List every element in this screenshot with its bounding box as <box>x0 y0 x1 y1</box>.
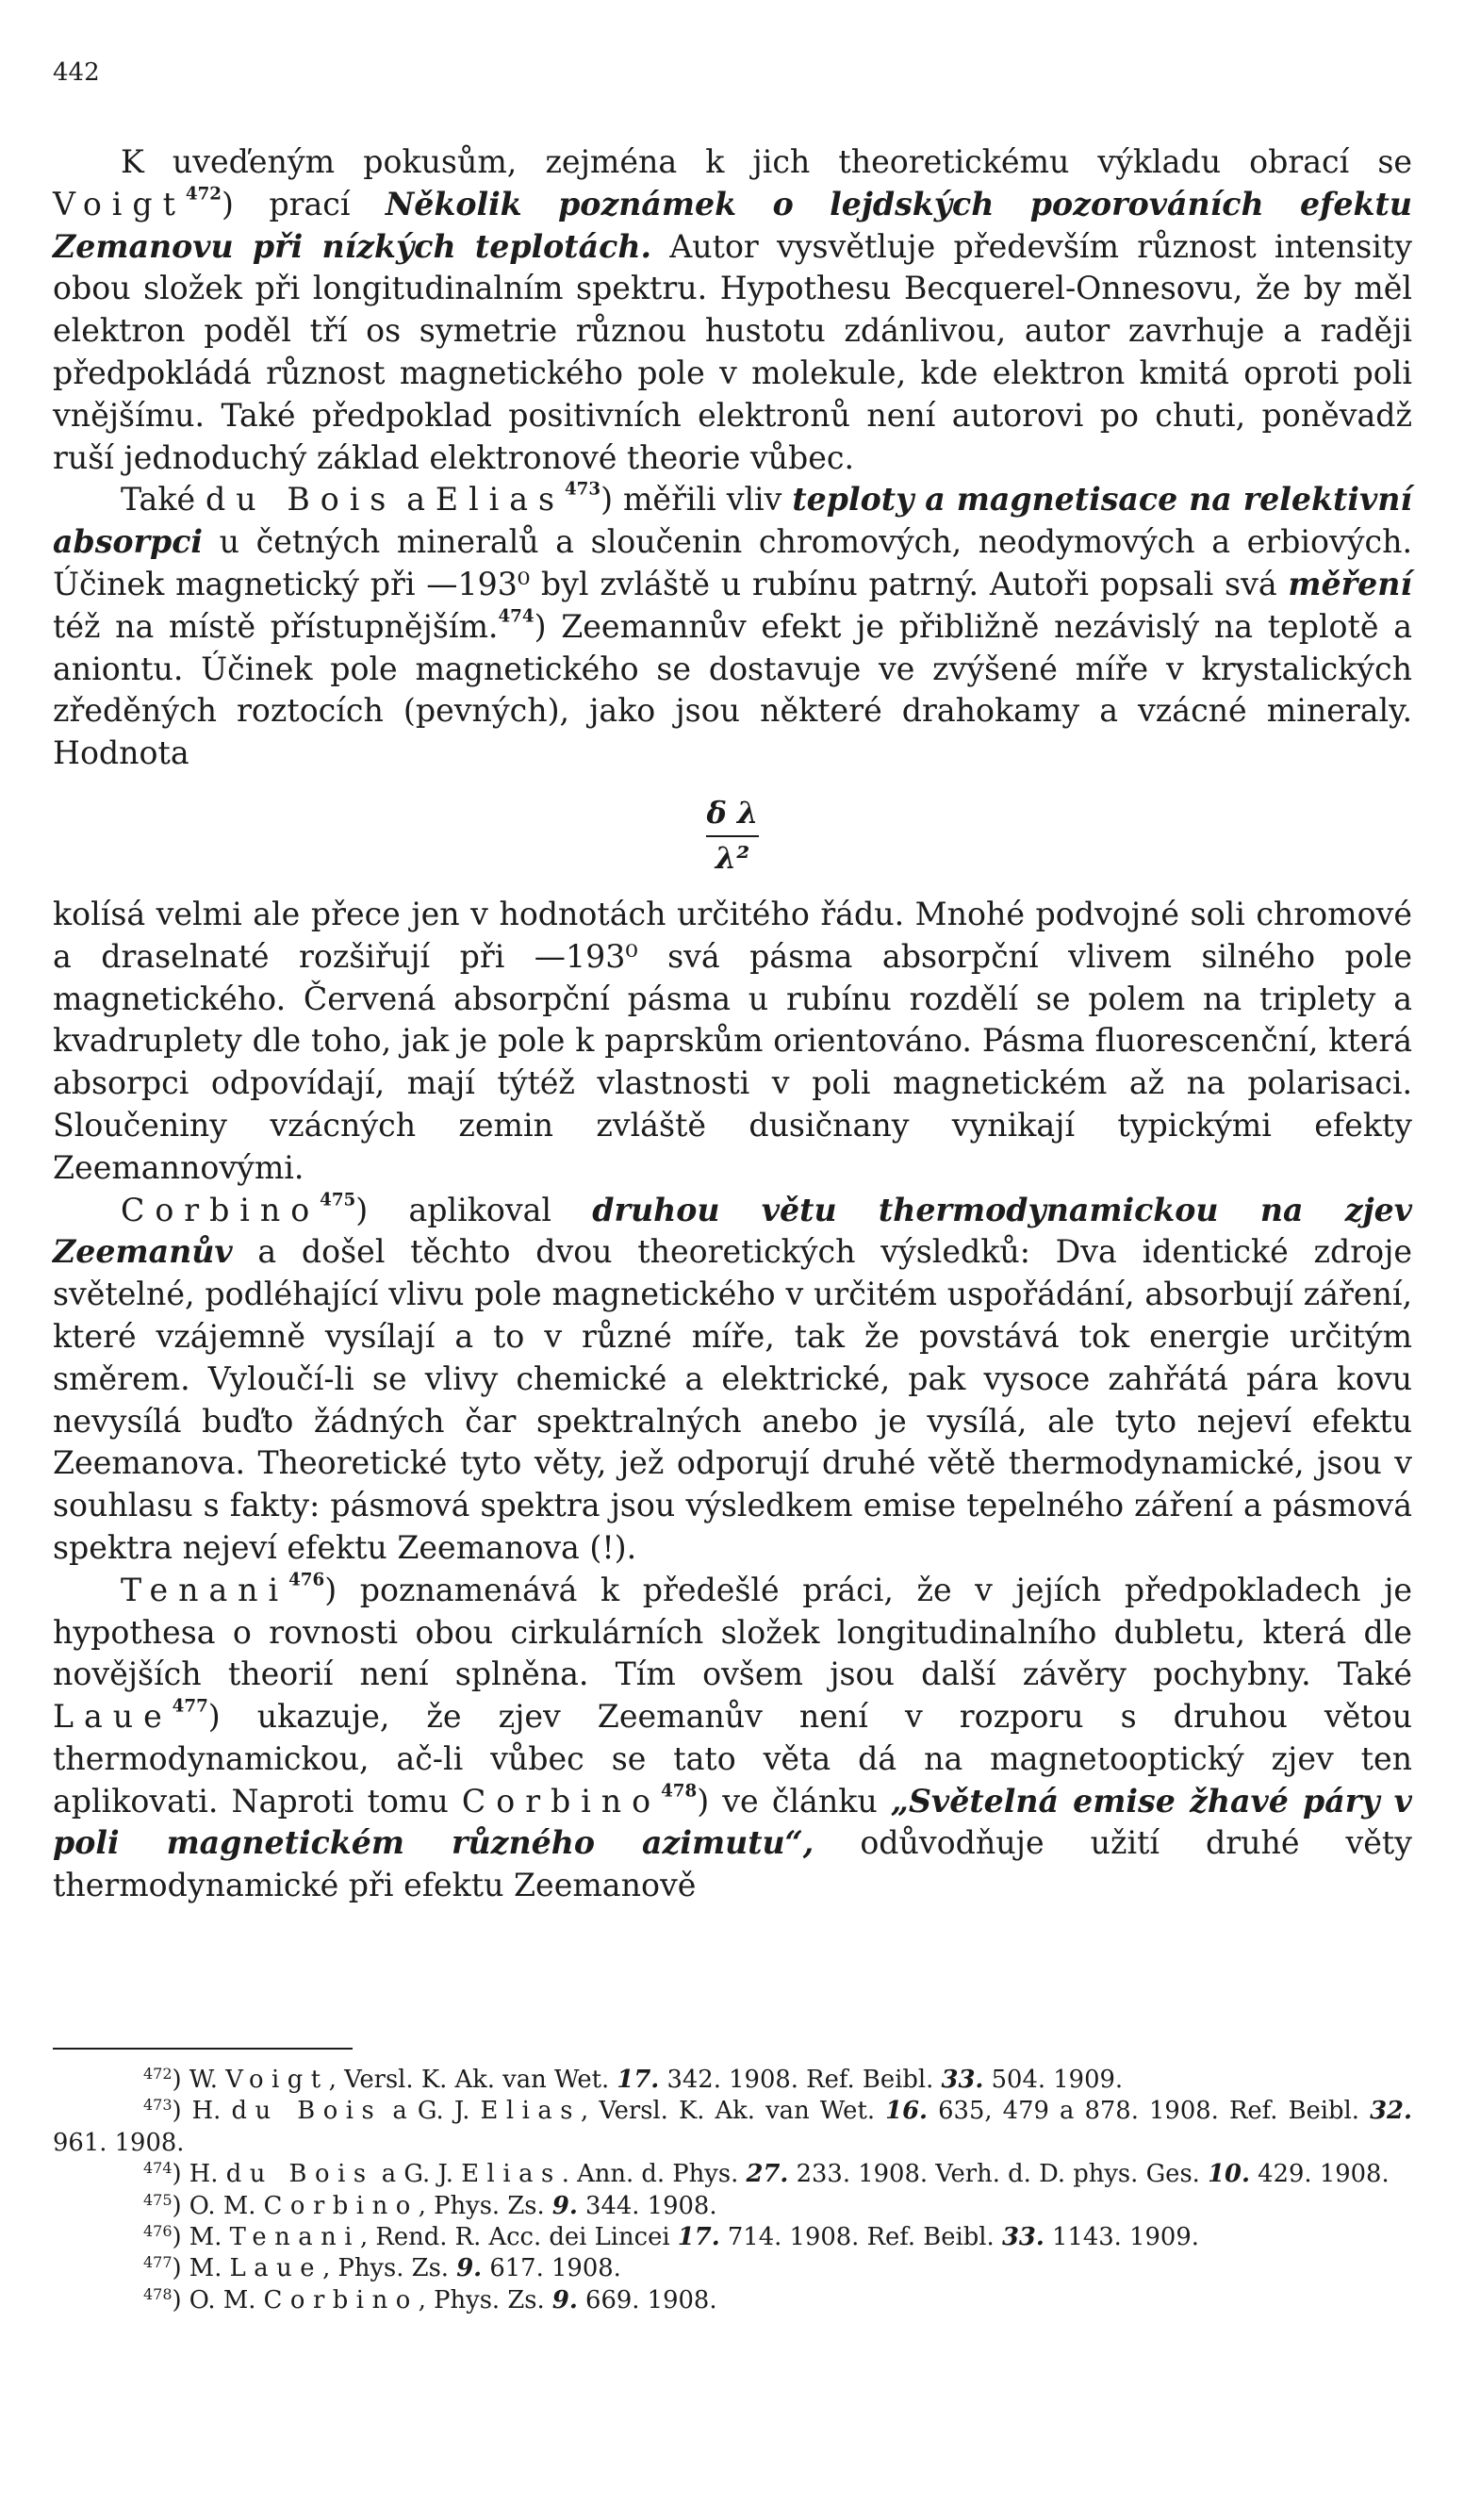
footnote-number: 476 <box>143 2222 173 2241</box>
author-name: Corbino <box>121 1191 321 1228</box>
text-run: ) ve článku <box>697 1782 878 1820</box>
author-name: Tenani <box>121 1571 289 1608</box>
text-run: , Phys. Zs. <box>418 2191 552 2220</box>
volume: 33. <box>941 2066 984 2094</box>
text-run: 233. 1908. Verh. d. D. phys. Ges. <box>788 2160 1209 2189</box>
paragraph-voigt <box>53 141 1412 479</box>
text-run: , Rend. R. Acc. dei Lincei <box>360 2223 678 2252</box>
text-run: 342. 1908. Ref. Beibl. <box>659 2066 942 2094</box>
volume: 9. <box>551 2285 578 2314</box>
text-run: ) W. <box>172 2066 226 2094</box>
text-run: , Versl. K. Ak. van Wet. <box>581 2097 886 2126</box>
text-run: a došel těchto dvou theoretických výsledků: Dva identické zdroje světelné, podléhající vlivu pole magnetického v určitém uspořádání, absorbují záření, které vzájemně vysílají a to v různé míře, tak že povstává tok energie určitým směrem. Vyloučí-li se vlivy chemické a elektrické, pak vysoce zahřátá pára kovu nevysílá buďto žádných čar spektralných anebo je vysílá, ale tyto nejeví efektu Zeemanova. Theoretické tyto věty, jež odporují druhé větě thermodynamické, jsou v souhlasu s fakty: pásmová spektra jsou výsledkem emise tepelného záření a pásmová spektra nejeví efektu Zeemanova (!). <box>53 1233 1412 1566</box>
text-run: kolísá velmi ale přece jen v hodnotách určitého řádu. Mnohé podvojné soli chromové a draselnaté rozšiřují při —193⁰ svá pásma absorpční vlivem silného pole magnetického. Červená absorpční pásma u rubínu rozdělí se polem na triplety a kvadruplety dle toho, jak je pole k paprskům orientováno. Pásma fluorescenční, která absorpci odpovídají, mají týtéž vlastnosti v poli magnetickém až na polarisaci. Sloučeniny vzácných zemin zvláště dusičnany vynikají typickými efekty Zeemannovými. <box>53 895 1412 1186</box>
volume: 17. <box>617 2066 660 2094</box>
text-run: ) M. <box>172 2254 230 2283</box>
formula <box>53 794 1412 877</box>
fraction-bar <box>706 835 759 837</box>
text-run: ) prací <box>222 185 351 222</box>
text-run: 961. 1908. <box>53 2128 185 2157</box>
text-run: 635, 479 a 878. 1908. Ref. Beibl. <box>928 2097 1371 2126</box>
text-run: ) poznamenává k předešlé práci, že v jejích předpokladech je hypothesa o rovnosti obou cirkulárních složek longitudinalního dubletu, která dle novějších theorií není splněna. Tím ovšem jsou další závěry pochybny. Také <box>53 1571 1412 1693</box>
footnote-number: 472 <box>143 2065 173 2084</box>
footnote-472 <box>53 2065 1412 2096</box>
author-name: Corbino <box>461 1782 662 1820</box>
footnote-477 <box>53 2253 1412 2284</box>
main-text <box>53 141 1412 1907</box>
text-run: 504. 1909. <box>983 2066 1124 2094</box>
author-name: Laue <box>229 2254 323 2283</box>
footnote-474 <box>53 2159 1412 2190</box>
text-run: ) O. M. <box>172 2285 264 2314</box>
text-run: ) měřili vliv <box>600 481 782 519</box>
text-run: a G. J. <box>382 2097 481 2126</box>
text-run: též na místě přístupnějším. <box>53 607 499 645</box>
text-run: 669. 1908. <box>577 2285 717 2314</box>
text-run: ) H. <box>172 2160 226 2189</box>
footnote-ref: 474 <box>498 606 535 627</box>
footnote-475 <box>53 2191 1412 2222</box>
footnote-number: 478 <box>143 2285 173 2304</box>
author-name: Voigt <box>53 185 186 222</box>
text-run: , Phys. Zs. <box>418 2285 552 2314</box>
footnote-ref: 472 <box>185 184 222 205</box>
footnote-number: 473 <box>143 2096 173 2115</box>
author-name: Elias <box>480 2097 582 2126</box>
paragraph-du-bois-elias <box>53 479 1412 775</box>
author-name: Elias <box>461 2160 562 2189</box>
volume: 17. <box>677 2223 720 2252</box>
author-name: Corbino <box>263 2285 419 2314</box>
text-run: ) ukazuje, že zjev Zeemanův není v rozporu s druhou větou thermodynamickou, ač-li vůbec se tato věta dá na magnetooptický zjev ten aplikovati. Naproti tomu <box>53 1698 1412 1820</box>
footnote-ref: 477 <box>172 1696 208 1717</box>
formula-denominator: λ² <box>715 839 750 876</box>
text-run: 429. 1908. <box>1249 2160 1390 2189</box>
text-run: Autor vysvětluje především různost intensity obou složek při longitudinalním spektru. Hypothesu Becquerel-Onnesovu, že by měl elektron poděl tří os symetrie různou hustotu zdánlivou, autor zavrhuje a raději předpokládá různost magnetického pole v molekule, kde elektron kmitá oproti poli vnějšímu. Také předpoklad positivních elektronů není autorovi po chuti, poněvadž ruší jednoduchý základ elektronové theorie vůbec. <box>53 227 1412 476</box>
text-run: 714. 1908. Ref. Beibl. <box>719 2223 1002 2252</box>
footnote-478 <box>53 2285 1412 2316</box>
work-title: teploty a magnetisace na relektivní absorpci <box>53 481 1412 561</box>
text-run: ) H. <box>172 2097 232 2126</box>
formula-numerator: δ λ <box>706 794 759 831</box>
footnotes <box>53 2065 1412 2316</box>
footnote-476 <box>53 2222 1412 2253</box>
page-number: 442 <box>53 58 100 87</box>
footnote-ref: 478 <box>661 1781 698 1802</box>
volume: 10. <box>1208 2160 1250 2189</box>
volume: 33. <box>1001 2223 1045 2252</box>
emphasis-word: měření <box>1288 565 1412 602</box>
text-run: ) Zeemannův efekt je přibližně nezávislý na teplotě a aniontu. Účinek pole magnetického se dostavuje ve zvýšené míře v krystalických zředěných roztocích (pevných), jako jsou některé drahokamy a vzácné mineraly. Hodnota <box>53 607 1412 772</box>
text-run: ) aplikoval <box>355 1191 551 1228</box>
volume: 27. <box>746 2160 789 2189</box>
text-run: a G. J. <box>373 2160 462 2189</box>
author-name: du Bois <box>206 481 397 519</box>
author-name: Voigt <box>225 2066 329 2094</box>
text-run: Také <box>121 481 196 519</box>
volume: 9. <box>456 2254 483 2283</box>
author-name: Laue <box>53 1698 173 1736</box>
volume: 32. <box>1370 2097 1412 2126</box>
author-name: du Bois <box>231 2097 383 2126</box>
volume: 16. <box>885 2097 929 2126</box>
paragraph-corbino <box>53 1190 1412 1570</box>
text-run: odůvodňuje užití druhé věty thermodynamické při efektu Zeemanově <box>53 1824 1412 1904</box>
author-name: Elias <box>435 481 565 519</box>
author-name: Tenani <box>229 2223 361 2252</box>
footnote-number: 477 <box>143 2253 173 2272</box>
footnote-number: 475 <box>143 2190 173 2209</box>
text-run: , Phys. Zs. <box>322 2254 457 2283</box>
work-title: druhou větu thermodynamickou na zjev Zeemanův <box>53 1191 1412 1271</box>
footnote-ref: 476 <box>288 1570 325 1590</box>
volume: 9. <box>551 2191 578 2220</box>
text-run: . Ann. d. Phys. <box>561 2160 747 2189</box>
work-title: Několik poznámek o lejdských pozorováních efektu Zemanovu při nízkých teplotách. <box>53 185 1412 265</box>
paragraph-continuation <box>53 894 1412 1190</box>
text-run: 344. 1908. <box>577 2191 717 2220</box>
footnote-number: 474 <box>143 2159 173 2178</box>
footnote-separator <box>53 2048 353 2050</box>
paragraph-tenani <box>53 1570 1412 1907</box>
author-name: Corbino <box>263 2191 419 2220</box>
text-run: 617. 1908. <box>482 2254 621 2283</box>
text-run: u četných mineralů a sloučenin chromových, neodymových a erbiových. Účinek magnetický při —193⁰ byl zvláště u rubínu patrný. Autoři popsali svá <box>53 523 1412 602</box>
work-title: „Světelná emise žhavé páry v poli magnetickém různého azimutu“, <box>53 1782 1412 1862</box>
text-run: 1143. 1909. <box>1044 2223 1199 2252</box>
footnote-ref: 475 <box>320 1190 356 1211</box>
footnote-473 <box>53 2096 1412 2159</box>
author-name: du Bois <box>225 2160 374 2189</box>
footnote-ref: 473 <box>564 479 601 500</box>
text-run: ) M. <box>172 2223 230 2252</box>
text-run: , Versl. K. Ak. van Wet. <box>328 2066 617 2094</box>
text-run: K uveďeným pokusům, zejména k jich theoretickému výkladu obrací se <box>121 143 1412 180</box>
text-run: ) O. M. <box>172 2191 264 2220</box>
text-run: a <box>406 481 425 519</box>
